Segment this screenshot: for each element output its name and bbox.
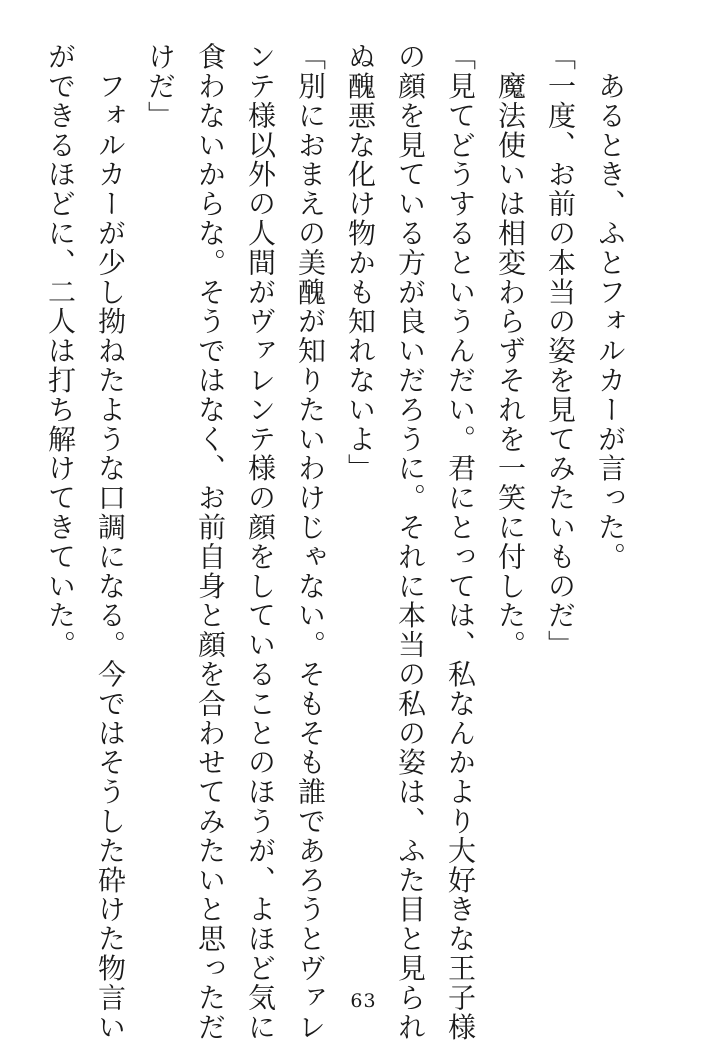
text-line: あるとき、ふとフォルカーが言った。: [594, 42, 627, 572]
text-line: 「別におまえの美醜が知りたいわけじゃない。そもそも誰であろうとヴァレ: [294, 42, 327, 1042]
text-line: ンテ様以外の人間がヴァレンテ様の顔をしていることのほうが、よほど気に: [244, 42, 277, 1042]
text-line: の顔を見ている方が良いだろうに。それに本当の私の姿は、ふた目と見られ: [394, 42, 427, 1042]
text-line: 食わないからな。そうではなく、お前自身と顔を合わせてみたいと思っただ: [194, 42, 227, 1042]
text-line: ができるほどに、二人は打ち解けてきていた。: [44, 42, 77, 660]
text-line: 魔法使いは相変わらずそれを一笑に付した。: [494, 42, 527, 660]
text-line: けだ」: [144, 42, 177, 131]
text-line: フォルカーが少し拗ねたような口調になる。今ではそうした砕けた物言い: [94, 42, 127, 1042]
text-line: ぬ醜悪な化け物かも知れないよ」: [344, 42, 377, 483]
text-line: 「見てどうするというんだい。君にとっては、私なんかより大好きな王子様: [444, 42, 477, 1042]
text-line: 「一度、お前の本当の姿を見てみたいものだ」: [544, 42, 577, 660]
page-number: 63: [350, 990, 377, 1012]
